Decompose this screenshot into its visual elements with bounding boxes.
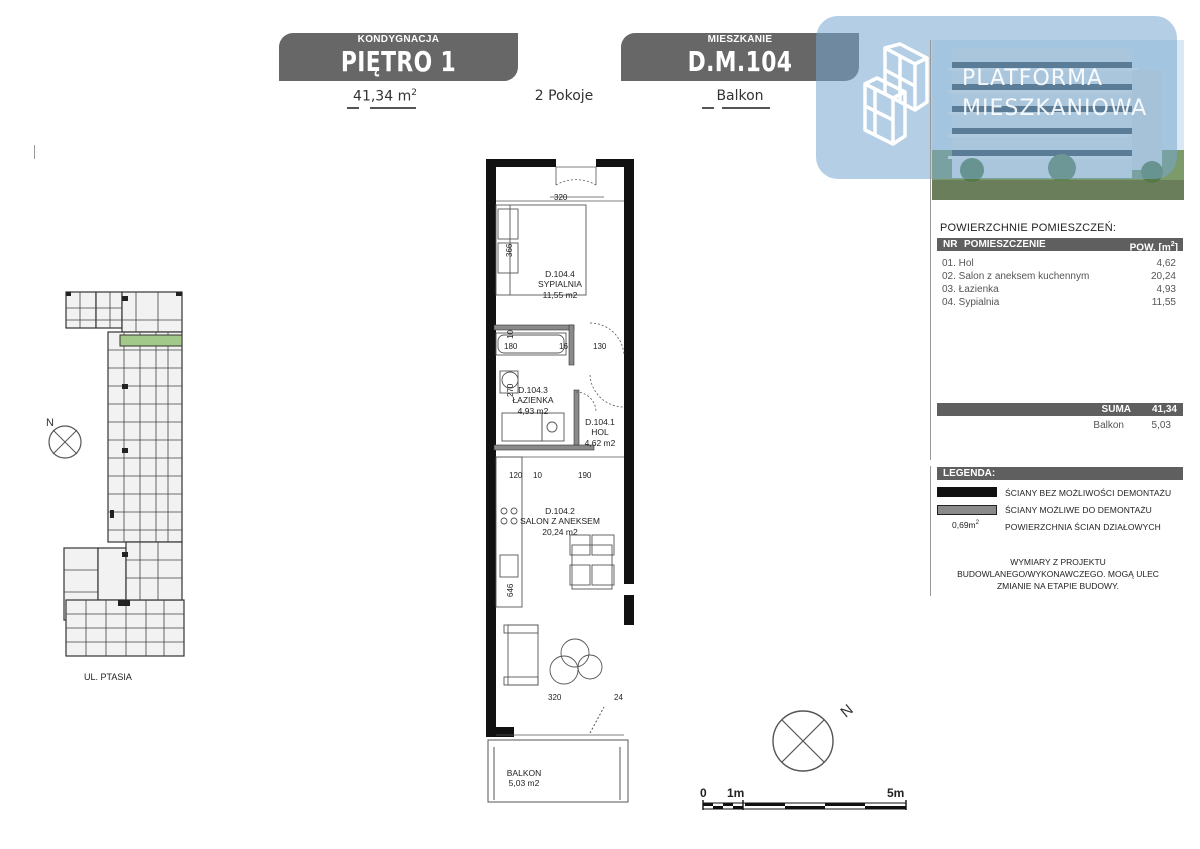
floor-caption: KONDYGNACJA [357, 34, 440, 45]
watermark-text: PLATFORMA MIESZKANIOWA [962, 66, 1148, 121]
scale-five: 5m [887, 786, 905, 800]
wall-top-left [486, 159, 556, 167]
dim-label: 130 [593, 342, 607, 351]
sum-row [937, 403, 1183, 416]
scale-bar [695, 784, 915, 814]
dim-label: 320 [548, 693, 562, 702]
dim-label: 270 [506, 383, 515, 397]
rooms-count: 2 Pokoje [534, 88, 594, 104]
legend-partition-label: POWIERZCHNIA ŚCIAN DZIAŁOWYCH [1005, 522, 1161, 532]
legend-partition-value: $0,69m^2$ [952, 520, 979, 530]
key-plan [40, 280, 200, 690]
dim-label: 16 [559, 342, 568, 351]
living-name: SALON Z ANEKSEM [520, 516, 600, 526]
legend-fixed-label: ŚCIANY BEZ MOŻLIWOŚCI DEMONTAŻU [1005, 488, 1172, 498]
dim-label: 190 [578, 471, 592, 480]
panel-divider-2 [930, 466, 931, 596]
compass-icon [765, 695, 865, 780]
floor-plan [480, 155, 640, 810]
hall-name: HOL [591, 427, 609, 437]
panel-divider [930, 40, 931, 460]
col-nr: NR [943, 239, 958, 250]
extra-underline-2 [722, 107, 770, 109]
key-plan-street: UL. PTASIA [84, 672, 132, 682]
keyplan-north-label: N [46, 417, 54, 429]
floor-value: PIĘTRO 1 [340, 45, 457, 78]
sum-value: 41,34 [1151, 404, 1177, 415]
dim-label: 320 [554, 193, 568, 202]
wall-bottom-left [486, 727, 514, 737]
extra-feature: Balkon [716, 88, 764, 104]
dim-label: 646 [506, 583, 515, 597]
left-tick [34, 145, 35, 159]
dim-label: 120 [509, 471, 523, 480]
bathroom-area: 4,93 m2 [517, 406, 549, 416]
bathroom-name: ŁAZIENKA [512, 395, 554, 405]
balcony-name: BALKON [506, 768, 542, 778]
north-label: N [837, 701, 857, 722]
wall-top-right [596, 159, 634, 167]
floor-tab [279, 33, 518, 81]
hall-code: D.104.1 [585, 417, 615, 427]
wall-right [624, 159, 634, 584]
legend-header: LEGENDA: [937, 467, 1183, 480]
area-underline [347, 107, 359, 109]
sum-label: SUMA [1101, 404, 1131, 415]
dim-label: 10 [506, 330, 515, 339]
bathroom-code: D.104.3 [518, 385, 548, 395]
dim-label: 10 [533, 471, 542, 480]
col-room: POMIESZCZENIE [964, 239, 1046, 250]
area-underline-2 [370, 107, 416, 109]
disclaimer-note: WYMIARY Z PROJEKTU BUDOWLANEGO/WYKONAWCZEGO. MOGĄ ULEC ZMIANIE NA ETAPIE BUDOWY. [957, 557, 1159, 591]
scale-zero: 0 [700, 786, 707, 800]
bedroom-area: 11,55 m2 [542, 290, 578, 300]
legend-swatch-removable [937, 505, 997, 515]
apartment-area: 41,34 $m^2$ [353, 88, 417, 105]
legend-swatch-fixed [937, 487, 997, 497]
extra-underline [702, 107, 714, 109]
scale-one: 1m [727, 786, 745, 800]
areas-table-header [937, 238, 1183, 254]
table-row: 03. Łazienka 4,93 [942, 284, 1176, 295]
dim-label: 24 [614, 693, 623, 702]
table-row: 01. Hol 4,62 [942, 258, 1176, 269]
table-row: 02. Salon z aneksem kuchennym 20,24 [942, 271, 1176, 282]
apartment-value: D.M.104 [687, 45, 793, 78]
col-area: POW. $[m^2]$ [1129, 241, 1178, 254]
areas-title: POWIERZCHNIE POMIESZCZEŃ: [940, 222, 1117, 234]
bedroom-name: SYPIALNIA [538, 279, 582, 289]
highlighted-apartment [120, 335, 182, 346]
legend-removable-label: ŚCIANY MOŻLIWE DO DEMONTAŻU [1005, 505, 1152, 515]
dim-label: 366 [505, 243, 514, 257]
keyplan-compass-icon [40, 410, 90, 465]
apartment-caption: MIESZKANIE [707, 34, 773, 45]
living-code: D.104.2 [545, 506, 575, 516]
hall-area: 4,62 m2 [584, 438, 616, 448]
dim-label: 180 [504, 342, 518, 351]
watermark-logo-icon [855, 40, 935, 155]
living-area: 20,24 m2 [542, 527, 578, 537]
table-row: 04. Sypialnia 11,55 [942, 297, 1176, 308]
bedroom-code: D.104.4 [545, 269, 575, 279]
balcony-area: 5,03 m2 [508, 778, 540, 788]
